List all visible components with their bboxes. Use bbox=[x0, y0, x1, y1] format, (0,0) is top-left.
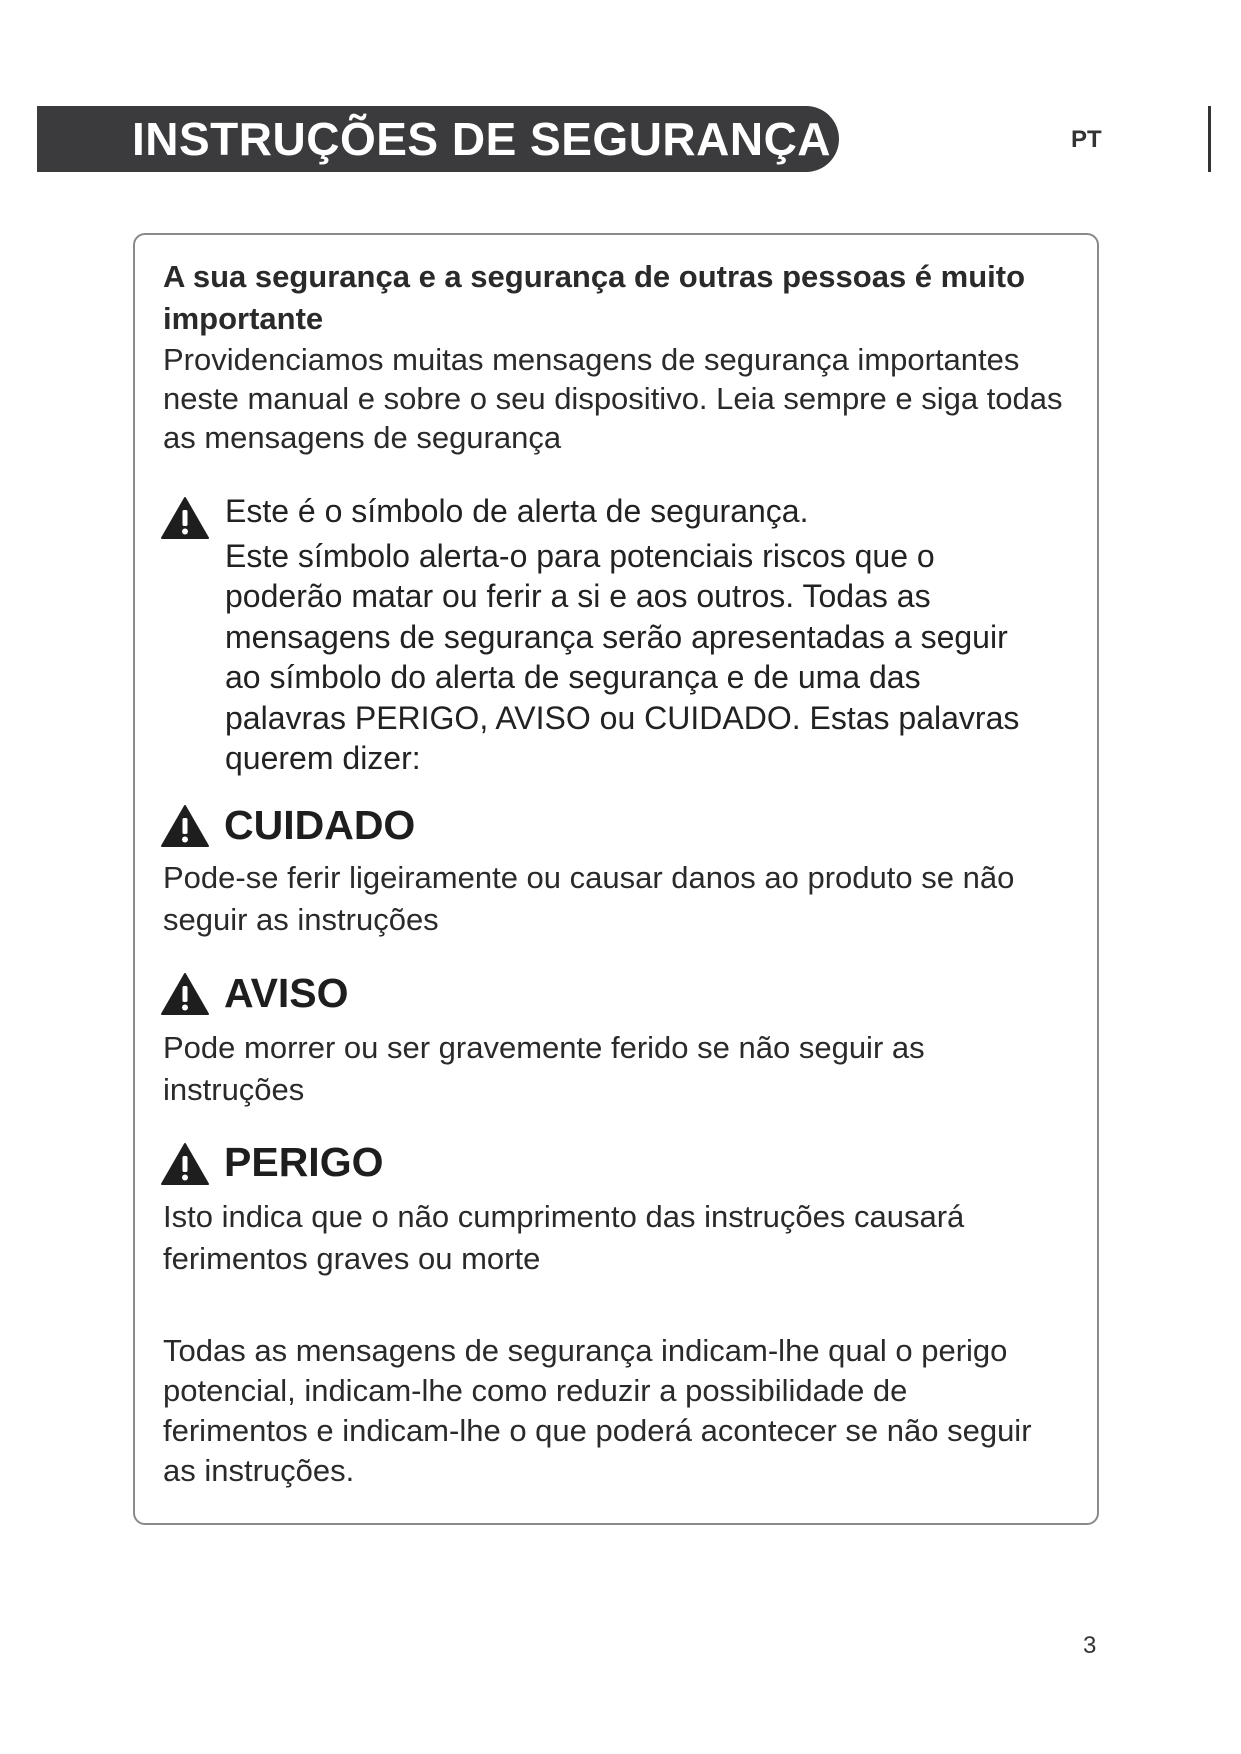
closing-line: as instruções. bbox=[163, 1453, 355, 1488]
signal-desc-line: Pode-se ferir ligeiramente ou causar danos ao produto se não bbox=[163, 860, 1015, 895]
signal-word-perigo: PERIGO bbox=[224, 1139, 384, 1185]
signal-desc-line: ferimentos graves ou morte bbox=[163, 1241, 541, 1276]
intro-body bbox=[163, 340, 1063, 457]
signal-word-cuidado: CUIDADO bbox=[224, 802, 416, 848]
signal-desc-line: instruções bbox=[163, 1072, 305, 1107]
warning-triangle-icon bbox=[160, 496, 210, 540]
page-number: 3 bbox=[1083, 1632, 1097, 1659]
alert-line: ao símbolo do alerta de segurança e de uma das bbox=[225, 659, 921, 695]
intro-body-line: as mensagens de segurança bbox=[163, 420, 562, 455]
closing-line: ferimentos e indicam-lhe o que poderá acontecer se não seguir bbox=[163, 1413, 1032, 1448]
alert-line: mensagens de segurança serão apresentadas a seguir bbox=[225, 618, 1008, 655]
intro-heading-line: importante bbox=[163, 301, 324, 336]
intro-body-line: Providenciamos muitas mensagens de segurança importantes bbox=[163, 342, 1020, 377]
alert-line: palavras PERIGO, AVISO ou CUIDADO. Estas palavras bbox=[225, 699, 1020, 736]
edge-marker-line bbox=[1208, 106, 1211, 172]
section-title: INSTRUÇÕES DE SEGURANÇA bbox=[132, 113, 832, 165]
section-header-bar bbox=[37, 106, 839, 172]
intro-heading-line: A sua segurança e a segurança de outras pessoas é muito bbox=[163, 259, 1026, 294]
alert-line: Este é o símbolo de alerta de segurança. bbox=[225, 493, 809, 529]
intro-body-line: neste manual e sobre o seu dispositivo. Leia sempre e siga todas bbox=[163, 381, 1063, 416]
signal-desc-line: seguir as instruções bbox=[163, 902, 439, 937]
alert-line: querem dizer: bbox=[225, 740, 421, 776]
language-code: PT bbox=[1071, 126, 1102, 153]
signal-desc-perigo bbox=[163, 1196, 964, 1280]
alert-symbol-explanation bbox=[225, 491, 1019, 779]
alert-line: Este símbolo alerta-o para potenciais riscos que o bbox=[225, 537, 935, 574]
signal-desc-cuidado bbox=[163, 857, 1014, 941]
closing-line: Todas as mensagens de segurança indicam-lhe qual o perigo bbox=[163, 1333, 1008, 1368]
warning-triangle-icon bbox=[160, 1142, 210, 1186]
signal-desc-line: Pode morrer ou ser gravemente ferido se não seguir as bbox=[163, 1030, 925, 1065]
intro-heading bbox=[163, 256, 1025, 340]
signal-desc-line: Isto indica que o não cumprimento das instruções causará bbox=[163, 1199, 965, 1234]
alert-line: poderão matar ou ferir a si e aos outros. Todas as bbox=[225, 578, 931, 614]
closing-paragraph bbox=[163, 1331, 1032, 1491]
warning-triangle-icon bbox=[160, 972, 210, 1016]
signal-word-aviso: AVISO bbox=[224, 970, 349, 1016]
signal-desc-aviso bbox=[163, 1027, 925, 1111]
warning-triangle-icon bbox=[160, 804, 210, 848]
closing-line: potencial, indicam-lhe como reduzir a possibilidade de bbox=[163, 1373, 908, 1408]
